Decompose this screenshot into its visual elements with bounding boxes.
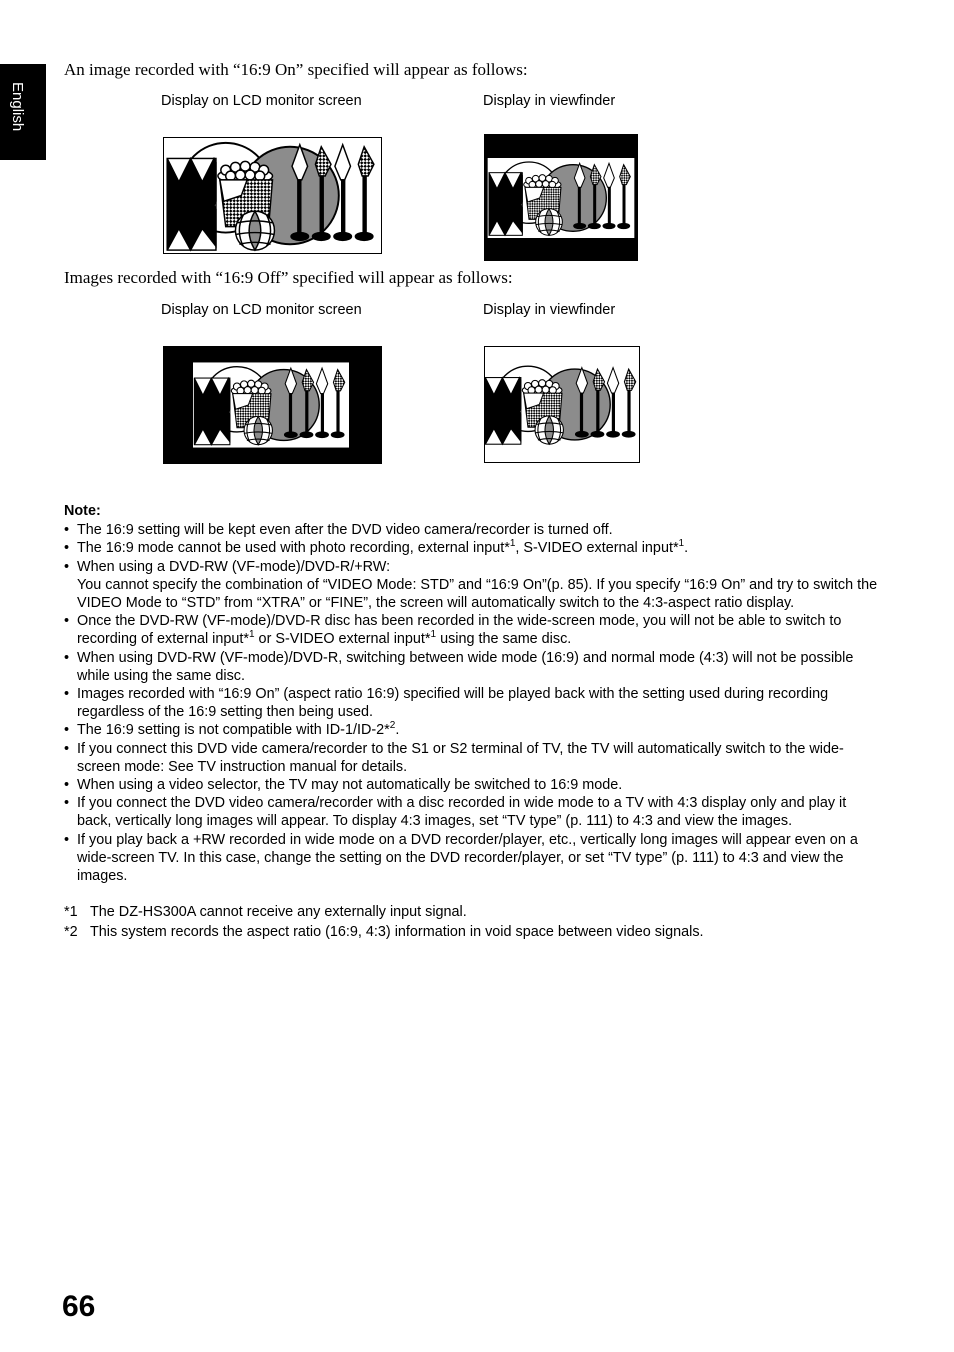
footnote-ref: 1	[430, 628, 437, 640]
note-text: .	[395, 722, 400, 739]
note-item	[64, 539, 884, 557]
note-text: If you connect the DVD video camera/recorder with a disc recorded in wide mode to a TV with 4:3 display only and play it back, vertically long images will appear. To display 4:3 images, set “TV type” (p. 111) to 4:3 and view the images.	[77, 795, 847, 830]
footnote-text: The DZ-HS300A cannot receive any externally input signal.	[90, 904, 467, 921]
note-text: If you play back a +RW recorded in wide mode on a DVD recorder/player, etc., vertically long images will appear even on a wide-screen TV. In this case, change the setting on the DVD recorder/player, or set “TV type” (p. 111) to 4:3 and view the images.	[77, 831, 858, 885]
footnote-text: This system records the aspect ratio (16:9, 4:3) information in void space between video signals.	[90, 924, 704, 941]
footnote-ref: 1	[678, 537, 685, 549]
caption-vf-off: Display in viewfinder	[483, 302, 616, 318]
note-list	[64, 521, 884, 885]
footnote-ref: 1	[249, 628, 255, 640]
caption-vf-on: Display in viewfinder	[483, 93, 616, 109]
note-item	[64, 649, 884, 685]
note-text: The 16:9 mode cannot be used with photo recording, external input*	[77, 540, 510, 557]
note-text: Once the DVD-RW (VF-mode)/DVD-R disc has been recorded in the wide-screen mode, you will not be able to switch to recording of external input*	[77, 613, 842, 648]
note-text: using the same disc.	[436, 631, 572, 648]
lead-16-9-off: Images recorded with “16:9 Off” specified will appear as follows:	[64, 268, 513, 287]
footnote-ref: 2	[389, 719, 396, 731]
note-text: • When using a DVD-RW (VF-mode)/DVD-R/+RW:	[77, 558, 391, 575]
footnote-mark: *1	[64, 904, 78, 921]
figure-viewfinder-16-9-on	[484, 134, 638, 261]
caption-lcd-off: Display on LCD monitor screen	[161, 302, 362, 318]
caption-lcd-on: Display on LCD monitor screen	[161, 93, 362, 109]
note-text: .	[684, 540, 689, 557]
note-item	[64, 794, 884, 830]
language-tab	[0, 64, 46, 160]
note-item	[64, 558, 884, 613]
footnote-mark: *2	[64, 924, 78, 941]
note-text: If you connect this DVD vide camera/recorder to the S1 or S2 terminal of TV, the TV will automatically switch to the wide-screen mode: See TV instruction manual for details.	[77, 740, 844, 775]
notes-section	[64, 502, 884, 944]
figure-viewfinder-16-9-off	[484, 346, 640, 463]
note-text: , S-VIDEO external input*	[515, 540, 679, 557]
note-text: The 16:9 setting will be kept even after the DVD video camera/recorder is turned off.	[77, 522, 613, 539]
lead-16-9-on: An image recorded with “16:9 On” specified will appear as follows:	[64, 60, 528, 79]
language-label: English	[9, 82, 26, 132]
note-item	[64, 612, 884, 648]
footnote	[64, 923, 884, 941]
note-item	[64, 776, 884, 794]
note-text: The 16:9 setting is not compatible with ID-1/ID-2*	[77, 722, 390, 739]
note-text: Images recorded with “16:9 On” (aspect ratio 16:9) specified will be played back with the setting used during recording regardless of the 16:9 setting then being used.	[77, 686, 829, 721]
note-text: You cannot specify the combination of “VIDEO Mode: STD” and “16:9 On”(p. 85). If you specify “16:9 On” and try to switch the VIDEO Mode to “STD” from “XTRA” or “FINE”, the screen will automatically switch to the 4:3-aspect ratio display.	[77, 576, 878, 612]
note-item	[64, 740, 884, 776]
footnote	[64, 903, 884, 921]
figure-lcd-16-9-off	[163, 346, 382, 464]
page-number: 66	[62, 1290, 96, 1323]
footnote-ref: 1	[509, 537, 516, 549]
note-item	[64, 721, 884, 739]
note-item	[64, 685, 884, 721]
figure-lcd-16-9-on	[163, 137, 382, 254]
note-text: When using DVD-RW (VF-mode)/DVD-R, switching between wide mode (16:9) and normal mode (4:3) will not be possible while using the same disc.	[77, 649, 854, 684]
note-text: or S-VIDEO external input*	[254, 631, 431, 648]
note-text: When using a video selector, the TV may not automatically be switched to 16:9 mode.	[77, 777, 623, 794]
note-item	[64, 831, 884, 886]
note-title: Note:	[64, 503, 101, 519]
footnotes	[64, 903, 884, 941]
note-item	[64, 521, 884, 539]
